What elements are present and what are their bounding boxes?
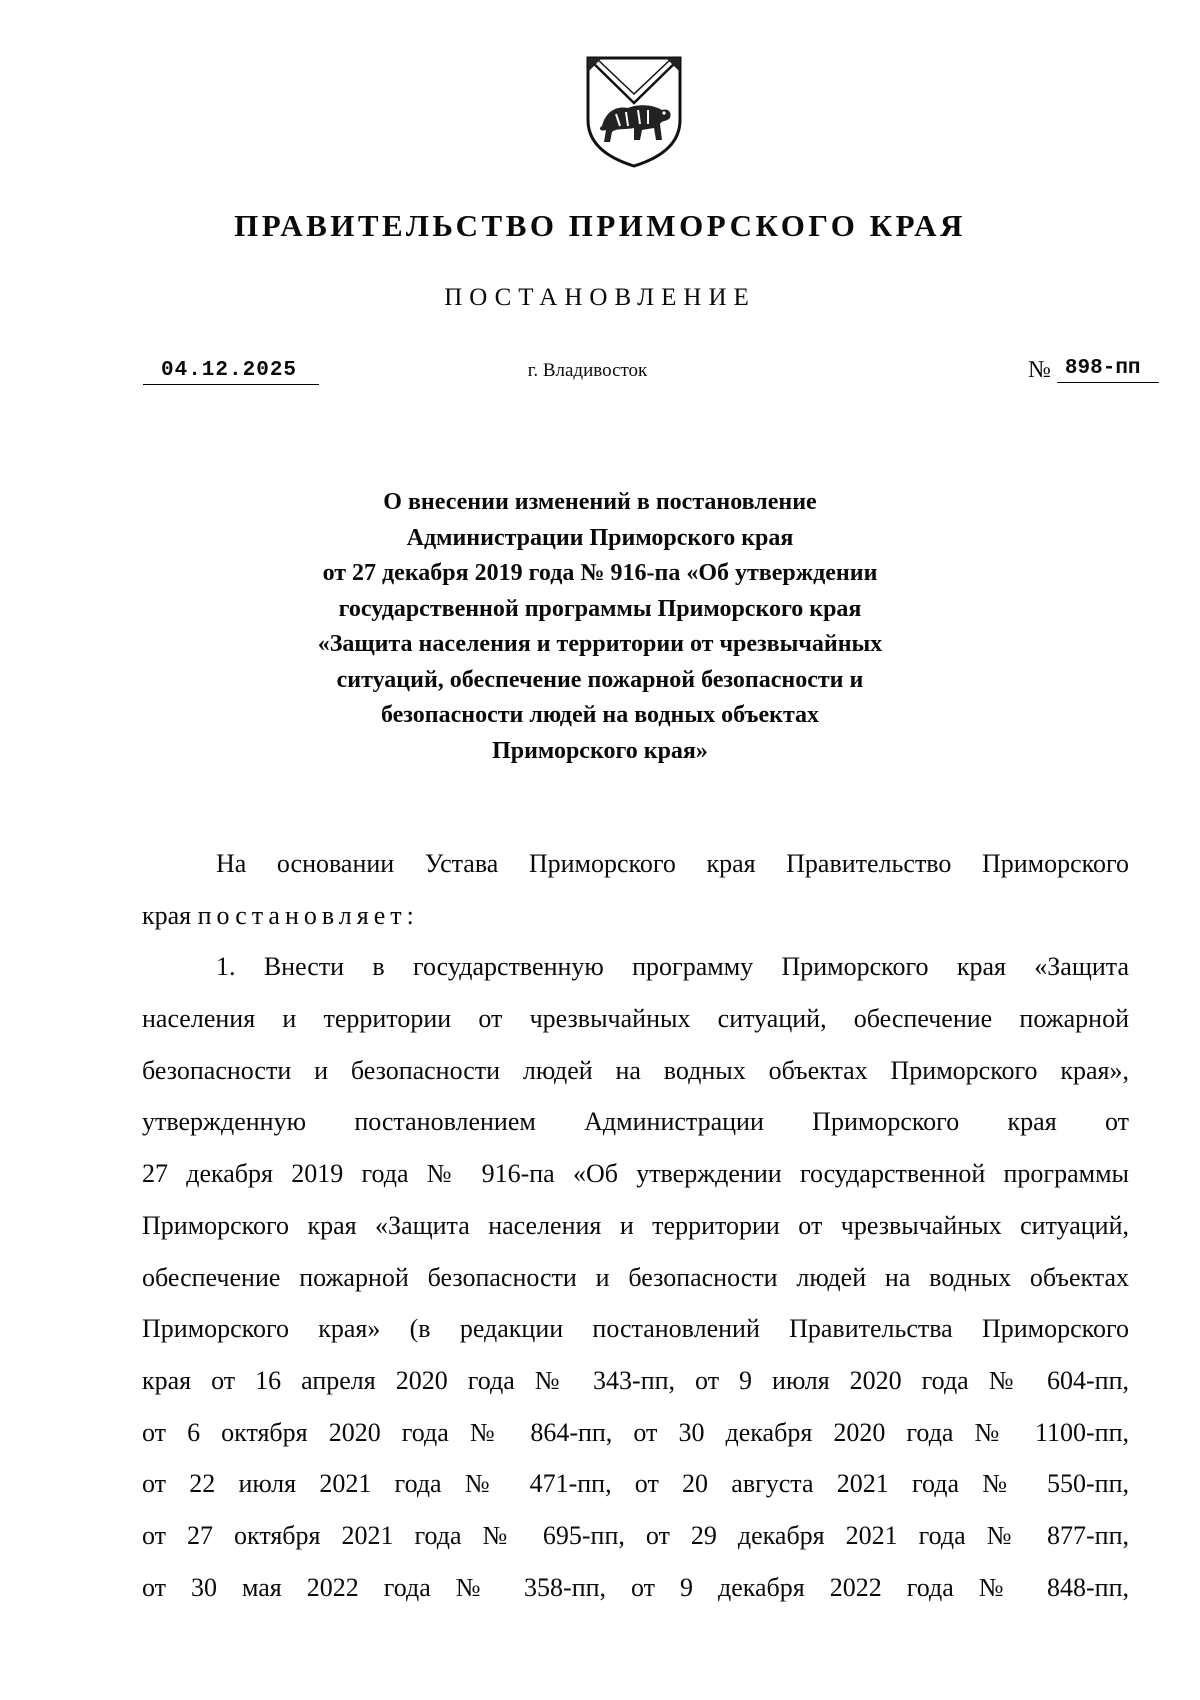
document-subject <box>0 485 1200 769</box>
document-number-value: 898-пп <box>1057 356 1159 383</box>
subject-line: ситуаций, обеспечение пожарной безопасности и <box>336 666 864 693</box>
item1-line: 1. Внести в государственную программу Приморского края «Защита <box>216 952 1129 982</box>
subject-line: от 27 декабря 2019 года № 916-па «Об утверждении <box>322 560 878 586</box>
primorsky-coat-of-arms-icon <box>582 48 686 170</box>
item1-line: Приморского края» (в редакции постановлений Правительства Приморского <box>142 1314 1129 1344</box>
number-sign: № <box>1028 357 1051 383</box>
item1-line: от 6 октября 2020 года № 864-пп, от 30 декабря 2020 года № 1100-пп, <box>142 1417 1129 1447</box>
item1-line: обеспечение пожарной безопасности и безопасности людей на водных объектах <box>142 1262 1129 1292</box>
item1-line: Приморского края «Защита населения и территории от чрезвычайных ситуаций, <box>142 1210 1129 1240</box>
resolves-word: постановляет: <box>197 900 419 930</box>
subject-line: безопасности людей на водных объектах <box>380 702 820 728</box>
item1-line: населения и территории от чрезвычайных ситуаций, обеспечение пожарной <box>142 1004 1129 1034</box>
document-body <box>142 838 1129 1613</box>
document-number <box>1028 356 1159 383</box>
item1-line: от 27 октября 2021 года № 695-пп, от 29 декабря 2021 года № 877-пп, <box>142 1520 1129 1550</box>
preamble-line: На основании Устава Приморского края Правительство Приморского <box>216 849 1129 878</box>
item1-line: безопасности и безопасности людей на водных объектах Приморского края», <box>142 1055 1129 1085</box>
subject-line: государственной программы Приморского края <box>338 595 862 622</box>
document-type: ПОСТАНОВЛЕНИЕ <box>444 284 756 311</box>
item1-line: от 22 июля 2021 года № 471-пп, от 20 августа 2021 года № 550-пп, <box>142 1469 1129 1499</box>
preamble-word: края <box>142 900 192 930</box>
item1-line: края от 16 апреля 2020 года № 343-пп, от 9 июля 2020 года № 604-пп, <box>142 1365 1129 1395</box>
preamble-line <box>142 890 1129 942</box>
document-date: 04.12.2025 <box>143 358 319 385</box>
government-title: ПРАВИТЕЛЬСТВО ПРИМОРСКОГО КРАЯ <box>234 208 966 243</box>
item1-line: 27 декабря 2019 года № 916-па «Об утверждении государственной программы <box>142 1159 1129 1189</box>
subject-line: Приморского края» <box>492 737 708 764</box>
item1-line: утвержденную постановлением Администрации Приморского края от <box>142 1107 1129 1137</box>
subject-line: «Защита населения и территории от чрезвычайных <box>317 631 883 657</box>
item1-line: от 30 мая 2022 года № 358-пп, от 9 декабря 2022 года № 848-пп, <box>142 1572 1129 1602</box>
document-city: г. Владивосток <box>527 360 648 381</box>
subject-line: О внесении изменений в постановление <box>383 489 817 515</box>
subject-line: Администрации Приморского края <box>406 524 794 551</box>
